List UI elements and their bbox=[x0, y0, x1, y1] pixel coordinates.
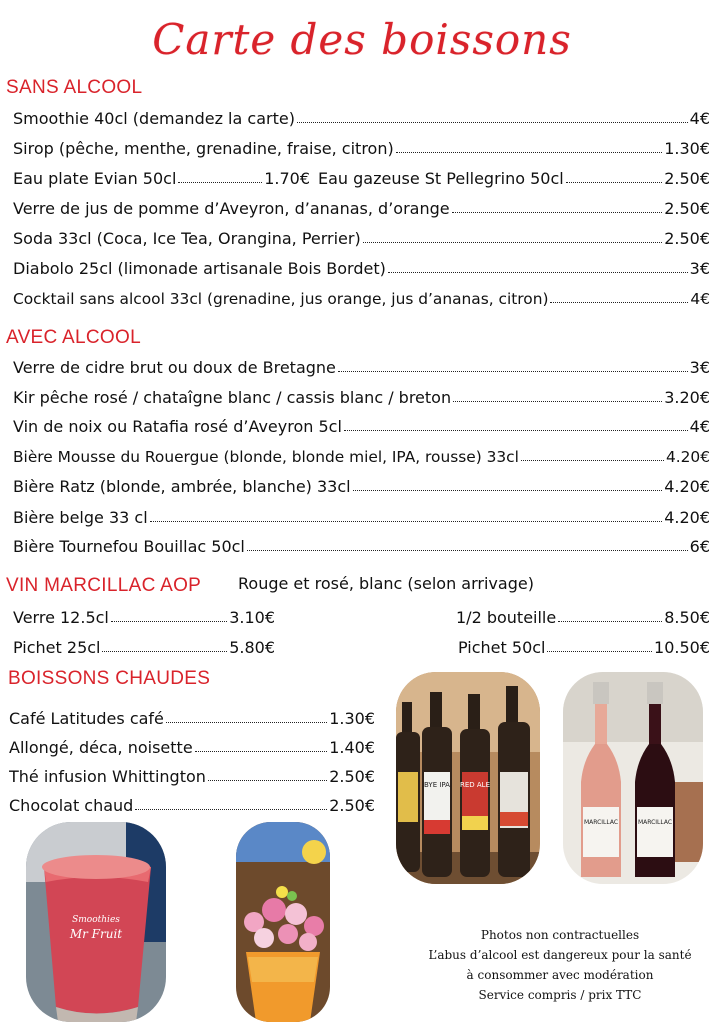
menu-item bbox=[13, 470, 710, 496]
item-price: 1.30€ bbox=[664, 139, 710, 158]
leader-dots bbox=[208, 780, 327, 781]
menu-item bbox=[13, 601, 275, 627]
menu-item-water-still bbox=[13, 162, 310, 188]
vin-subheading: Rouge et rosé, blanc (selon arrivage) bbox=[238, 574, 534, 593]
cocktail-photo bbox=[236, 822, 330, 1022]
smoothie-illustration bbox=[26, 822, 166, 1022]
section-heading-sans-alcool: SANS ALCOOL bbox=[6, 77, 143, 98]
menu-item bbox=[9, 731, 375, 757]
leader-dots bbox=[388, 272, 688, 273]
menu-item bbox=[13, 631, 275, 657]
menu-item bbox=[13, 132, 710, 158]
item-price: 10.50€ bbox=[654, 638, 710, 657]
menu-item bbox=[13, 381, 710, 407]
item-label: Diabolo 25cl (limonade artisanale Bois Bordet) bbox=[13, 259, 386, 278]
item-price: 8.50€ bbox=[664, 608, 710, 627]
menu-item-water-sparkling bbox=[318, 162, 710, 188]
item-label: Thé infusion Whittington bbox=[9, 767, 206, 786]
leader-dots bbox=[135, 809, 327, 810]
leader-dots bbox=[344, 430, 688, 431]
leader-dots bbox=[247, 550, 688, 551]
cocktail-illustration bbox=[236, 822, 330, 1022]
leader-dots bbox=[353, 490, 663, 491]
item-label: Pichet 50cl bbox=[458, 638, 546, 657]
page-title: Carte des boissons bbox=[152, 15, 572, 64]
smoothie-brand-text: Mr Fruit bbox=[69, 927, 123, 941]
leader-dots bbox=[396, 152, 662, 153]
smoothie-photo bbox=[26, 822, 166, 1022]
leader-dots bbox=[452, 212, 663, 213]
item-price: 2.50€ bbox=[329, 767, 375, 786]
footer-notes bbox=[400, 925, 720, 1005]
item-price: 4.20€ bbox=[665, 448, 710, 466]
leader-dots bbox=[102, 651, 227, 652]
menu-item bbox=[456, 601, 710, 627]
menu-item bbox=[13, 192, 710, 218]
item-label: Sirop (pêche, menthe, grenadine, fraise, citron) bbox=[13, 139, 394, 158]
menu-item bbox=[13, 102, 710, 128]
item-price: 1.70€ bbox=[264, 169, 310, 188]
menu-item bbox=[13, 440, 710, 466]
menu-item bbox=[458, 631, 710, 657]
item-price: 4.20€ bbox=[664, 508, 710, 527]
item-label: Verre de jus de pomme d’Aveyron, d’ananas, d’orange bbox=[13, 199, 450, 218]
menu-item bbox=[13, 282, 710, 308]
item-label: Eau plate Evian 50cl bbox=[13, 169, 177, 188]
wine-label-text: MARCILLAC bbox=[583, 819, 619, 826]
note-line: Photos non contractuelles bbox=[480, 928, 640, 942]
menu-item bbox=[13, 501, 710, 527]
marcillac-wine-photo bbox=[563, 672, 703, 884]
wine-label-text: MARCILLAC bbox=[637, 819, 673, 826]
item-price: 4€ bbox=[690, 290, 710, 308]
item-price: 5.80€ bbox=[229, 638, 275, 657]
item-price: 3.10€ bbox=[229, 608, 275, 627]
smoothie-logo-text: Smoothies bbox=[72, 915, 120, 925]
item-price: 6€ bbox=[689, 537, 710, 556]
item-price: 1.40€ bbox=[329, 738, 375, 757]
leader-dots bbox=[363, 242, 662, 243]
leader-dots bbox=[111, 621, 227, 622]
menu-item bbox=[13, 351, 710, 377]
item-label: Cocktail sans alcool 33cl (grenadine, jus orange, jus d’ananas, citron) bbox=[13, 290, 549, 308]
leader-dots bbox=[195, 751, 328, 752]
beer-bottles-illustration bbox=[396, 672, 540, 884]
leader-dots bbox=[453, 401, 662, 402]
item-price: 2.50€ bbox=[329, 796, 375, 815]
leader-dots bbox=[166, 722, 327, 723]
item-price: 3€ bbox=[689, 259, 710, 278]
item-label: Bière Mousse du Rouergue (blonde, blonde miel, IPA, rousse) 33cl bbox=[13, 448, 519, 466]
item-price: 1.30€ bbox=[329, 709, 375, 728]
section-heading-boissons-chaudes: BOISSONS CHAUDES bbox=[8, 668, 211, 689]
menu-item bbox=[9, 789, 375, 815]
leader-dots bbox=[297, 122, 688, 123]
menu-item bbox=[13, 252, 710, 278]
leader-dots bbox=[150, 521, 663, 522]
item-label: Café Latitudes café bbox=[9, 709, 164, 728]
section-heading-vin: VIN MARCILLAC AOP bbox=[6, 575, 202, 596]
menu-item bbox=[13, 410, 710, 436]
item-label: Soda 33cl (Coca, Ice Tea, Orangina, Perrier) bbox=[13, 229, 361, 248]
leader-dots bbox=[566, 182, 662, 183]
item-price: 2.50€ bbox=[664, 169, 710, 188]
item-price: 3€ bbox=[689, 358, 710, 377]
beer-label-red-ale: RED ALE bbox=[459, 781, 491, 789]
item-label: Eau gazeuse St Pellegrino 50cl bbox=[318, 169, 564, 188]
menu-item bbox=[13, 530, 710, 556]
note-line: à consommer avec modération bbox=[466, 968, 654, 982]
leader-dots bbox=[547, 651, 652, 652]
leader-dots bbox=[550, 302, 688, 303]
item-label: Kir pêche rosé / chataîgne blanc / cassis blanc / breton bbox=[13, 388, 452, 407]
leader-dots bbox=[178, 182, 262, 183]
item-label: 1/2 bouteille bbox=[456, 608, 557, 627]
item-label: Bière Ratz (blonde, ambrée, blanche) 33cl bbox=[13, 477, 351, 496]
item-label: Smoothie 40cl (demandez la carte) bbox=[13, 109, 295, 128]
item-label: Pichet 25cl bbox=[13, 638, 101, 657]
beer-label-ipa: BYE IPA bbox=[424, 781, 450, 789]
item-label: Bière belge 33 cl bbox=[13, 508, 148, 527]
item-label: Allongé, déca, noisette bbox=[9, 738, 193, 757]
item-label: Bière Tournefou Bouillac 50cl bbox=[13, 537, 245, 556]
leader-dots bbox=[338, 371, 688, 372]
section-heading-avec-alcool: AVEC ALCOOL bbox=[6, 327, 141, 348]
beer-bottles-photo bbox=[396, 672, 540, 884]
note-line: Service compris / prix TTC bbox=[478, 988, 642, 1002]
leader-dots bbox=[558, 621, 662, 622]
item-label: Verre de cidre brut ou doux de Bretagne bbox=[13, 358, 336, 377]
item-price: 3.20€ bbox=[664, 388, 710, 407]
item-price: 2.50€ bbox=[664, 199, 710, 218]
menu-item bbox=[9, 702, 375, 728]
item-price: 2.50€ bbox=[664, 229, 710, 248]
item-price: 4.20€ bbox=[664, 477, 710, 496]
item-label: Chocolat chaud bbox=[9, 796, 134, 815]
menu-item bbox=[9, 760, 375, 786]
item-label: Verre 12.5cl bbox=[13, 608, 109, 627]
wine-bottles-illustration bbox=[563, 672, 703, 884]
item-price: 4€ bbox=[689, 417, 710, 436]
leader-dots bbox=[521, 460, 664, 461]
menu-item bbox=[13, 222, 710, 248]
item-price: 4€ bbox=[689, 109, 710, 128]
item-label: Vin de noix ou Ratafia rosé d’Aveyron 5cl bbox=[13, 417, 342, 436]
note-line: L’abus d’alcool est dangereux pour la santé bbox=[428, 948, 692, 962]
